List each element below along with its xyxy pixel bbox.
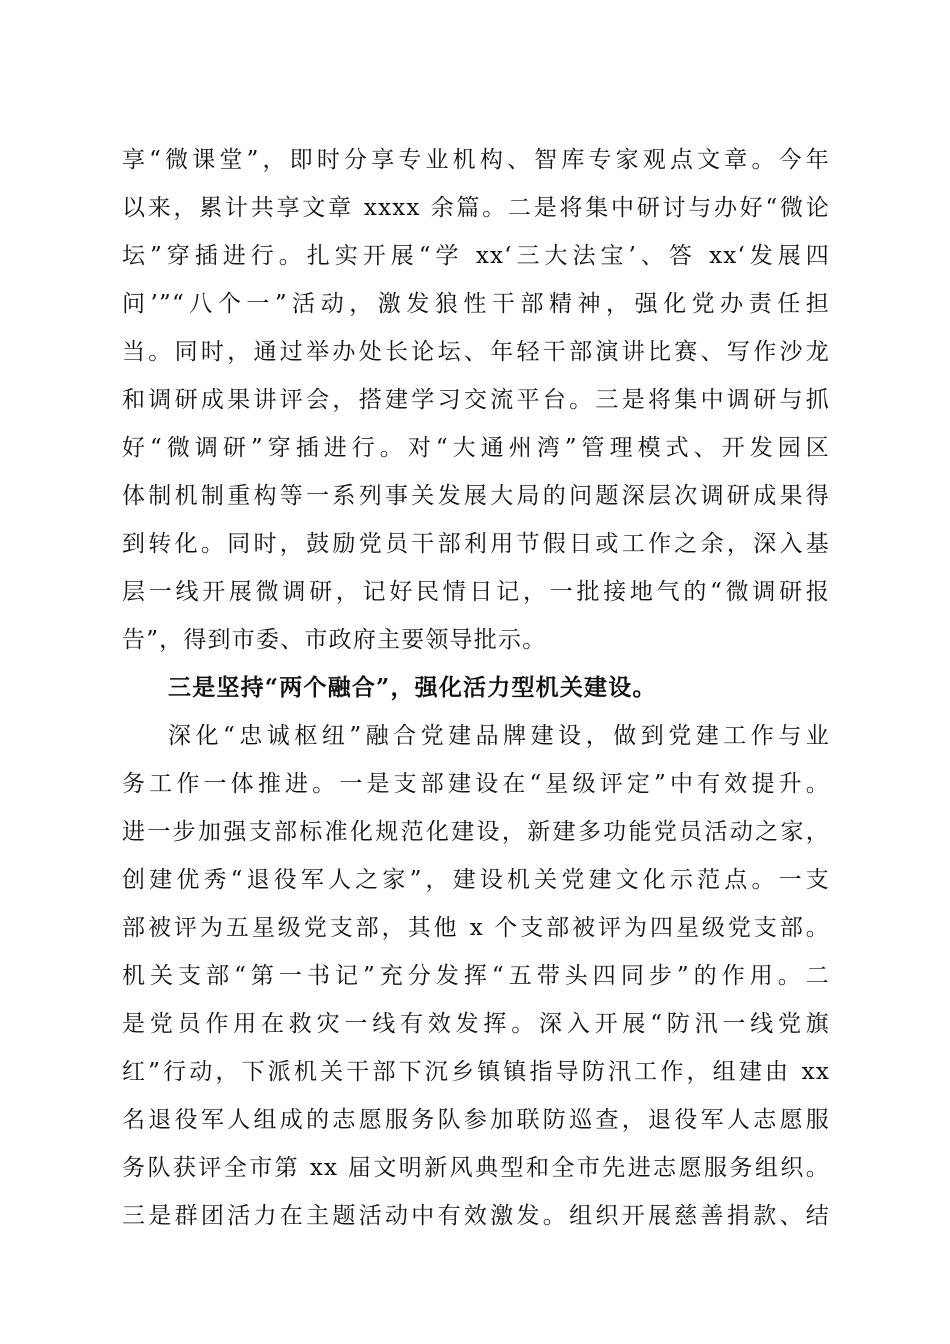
- document-body: [122, 136, 830, 1240]
- body-line: 三是群团活力在主题活动中有效激发。组织开展慈善捐款、结: [122, 1203, 830, 1229]
- body-line: 进一步加强支部标准化规范化建设，新建多功能党员活动之家，: [122, 819, 830, 845]
- body-line: 当。同时，通过举办处长论坛、年轻干部演讲比赛、写作沙龙: [122, 339, 830, 365]
- body-line: 是党员作用在救灾一线有效发挥。深入开展“防汛一线党旗: [122, 1011, 830, 1037]
- body-line: 享“微课堂”，即时分享专业机构、智库专家观点文章。今年: [122, 147, 830, 173]
- body-line: 好“微调研”穿插进行。对“大通州湾”管理模式、开发园区: [122, 435, 830, 461]
- body-line: 红”行动，下派机关干部下沉乡镇镇指导防汛工作，组建由 xx: [122, 1059, 830, 1085]
- paragraph-last-line: 告”，得到市委、市政府主要领导批示。: [122, 627, 547, 653]
- body-line: 以来，累计共享文章 xxxx 余篇。二是将集中研讨与办好“微论: [122, 195, 830, 221]
- section-heading: 三是坚持“两个融合”，强化活力型机关建设。: [168, 674, 657, 701]
- body-line: 名退役军人组成的志愿服务队参加联防巡查，退役军人志愿服: [122, 1107, 830, 1133]
- body-line: 务工作一体推进。一是支部建设在“星级评定”中有效提升。: [122, 771, 830, 797]
- body-line: 和调研成果讲评会，搭建学习交流平台。三是将集中调研与抓: [122, 387, 830, 413]
- body-line: 体制机制重构等一系列事关发展大局的问题深层次调研成果得: [122, 483, 830, 509]
- paragraph-first-line: 深化“忠诚枢纽”融合党建品牌建设，做到党建工作与业: [168, 723, 830, 749]
- body-line: 坛”穿插进行。扎实开展“学 xx‘三大法宝’、答 xx‘发展四: [122, 243, 830, 269]
- body-line: 机关支部“第一书记”充分发挥“五带头四同步”的作用。二: [122, 963, 830, 989]
- body-line: 部被评为五星级党支部，其他 x 个支部被评为四星级党支部。: [122, 915, 830, 941]
- body-line: 到转化。同时，鼓励党员干部利用节假日或工作之余，深入基: [122, 531, 830, 557]
- body-line: 务队获评全市第 xx 届文明新风典型和全市先进志愿服务组织。: [122, 1155, 830, 1181]
- body-line: 层一线开展微调研，记好民情日记，一批接地气的“微调研报: [122, 579, 830, 605]
- body-line: 创建优秀“退役军人之家”，建设机关党建文化示范点。一支: [122, 867, 830, 893]
- body-line: 问’”“八个一”活动，激发狼性干部精神，强化党办责任担: [122, 291, 830, 317]
